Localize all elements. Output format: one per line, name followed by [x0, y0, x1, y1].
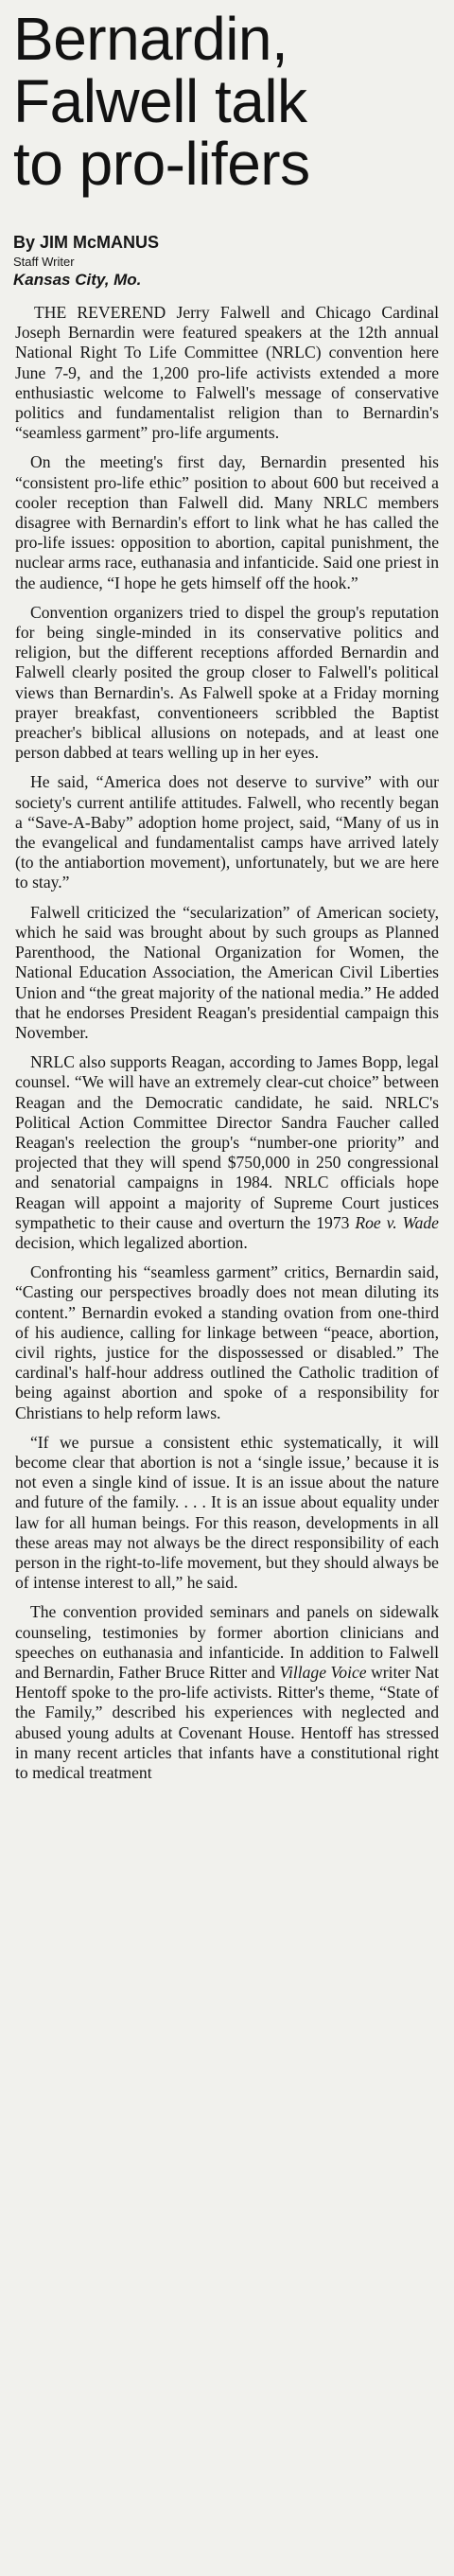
article-body: [15, 303, 439, 1783]
headline: [13, 5, 441, 198]
byline-author: By JIM McMANUS: [13, 233, 160, 252]
paragraph-3: Convention organizers tried to dispel the group's reputation for being single-minded in its conservative politics and religion, but the different receptions afforded Bernardin and Falwell clearly posited the group closer to Falwell's political views than Bernardin's. As Falwell spoke at a Friday morning prayer breakfast, conventioneers scribbled the Baptist preacher's biblical allusions on notepads, and at least one person dabbed at tears welling up in her eyes.: [15, 602, 439, 763]
paragraph-6-tail: decision, which legalized abortion.: [15, 1232, 248, 1252]
headline-line-3: to pro-lifers: [13, 130, 310, 198]
headline-line-1: Bernardin,: [13, 5, 288, 73]
headline-line-2: Falwell talk: [13, 67, 307, 135]
paragraph-4: He said, “America does not deserve to survive” with our society's current antilife attitudes. Falwell, who recently began a “Save-A-Baby” adoption home project, said, “Many of us in the evangelical and fundamentalist camps have arrived lately (to the antiabortion movement), unfortunately, but we are here to stay.”: [15, 772, 439, 892]
paragraph-9: [15, 1602, 439, 1783]
paragraph-9-tail: writer Nat Hentoff spoke to the pro-life activists. Ritter's theme, “State of the Family,” described his experiences with neglected and abused young adults at Covenant House. Hentoff has stressed in many recent articles that infants have a constitutional right to medical treatment: [15, 1663, 439, 1783]
publication-name: Village Voice: [279, 1663, 367, 1682]
paragraph-6-text: NRLC also supports Reagan, according to James Bopp, legal counsel. “We will have an extremely clear-cut choice” between Reagan and the Democratic candidate, he said. NRLC's Political Action Committee Director Sandra Faucher called Reagan's reelection the group's “number-one priority” and projected that they will spend $750,000 in 250 congressional and senatorial campaigns in 1984. NRLC officials hope Reagan will appoint a majority of Supreme Court justices sympathetic to their cause and overturn the 1973: [15, 1052, 439, 1232]
paragraph-9-text: The convention provided seminars and panels on sidewalk counseling, testimonies by former abortion clinicians and speeches on euthanasia and infanticide. In addition to Falwell and Bernardin, Father Bruce Ritter and: [15, 1602, 439, 1682]
paragraph-7: Confronting his “seamless garment” critics, Bernardin said, “Casting our perspectives broadly does not mean diluting its content.” Bernardin evoked a standing ovation from one-third of his audience, calling for linkage between “peace, abortion, civil rights, justice for the dispossessed or disabled.” The cardinal's half-hour address outlined the Catholic tradition of being against abortion and spoke of a responsibility for Christians to help reform laws.: [15, 1262, 439, 1422]
paragraph-5: Falwell criticized the “secularization” of American society, which he said was brought about by such groups as Planned Parenthood, the National Organization for Women, the National Education Association, the American Civil Liberties Union and “the great majority of the national media.” He added that he endorses President Reagan's presidential campaign this November.: [15, 902, 439, 1042]
case-name: Roe v. Wade: [355, 1212, 439, 1232]
paragraph-2: On the meeting's first day, Bernardin presented his “consistent pro-life ethic” position to about 600 but received a cooler reception than Falwell did. Many NRLC members disagree with Bernardin's effort to link what he has called the pro-life issues: opposition to abortion, capital punishment, the nuclear arms race, euthanasia and infanticide. Said one priest in the audience, “I hope he gets himself off the hook.”: [15, 452, 439, 592]
paragraph-1: THE REVEREND Jerry Falwell and Chicago Cardinal Joseph Bernardin were featured speakers at the 12th annual National Right To Life Committee (NRLC) convention here June 7-9, and the 1,200 pro-life activists extended a more enthusiastic welcome to Falwell's message of conservative politics and fundamentalist religion than to Bernardin's “seamless garment” pro-life arguments.: [15, 303, 439, 443]
byline: [13, 233, 441, 290]
paragraph-8: “If we pursue a consistent ethic systematically, it will become clear that abortion is not a ‘single issue,’ because it is not even a single kind of issue. It is an issue about the nature and future of the family. . . . It is an issue about equality under law for all human beings. For this reason, developments in all these areas may not always be the direct responsibility of each person in the right-to-life movement, but they should always be of intense interest to all,” he said.: [15, 1432, 439, 1593]
byline-role: Staff Writer: [13, 255, 75, 269]
paragraph-6: [15, 1052, 439, 1253]
byline-location: Kansas City, Mo.: [13, 271, 142, 289]
